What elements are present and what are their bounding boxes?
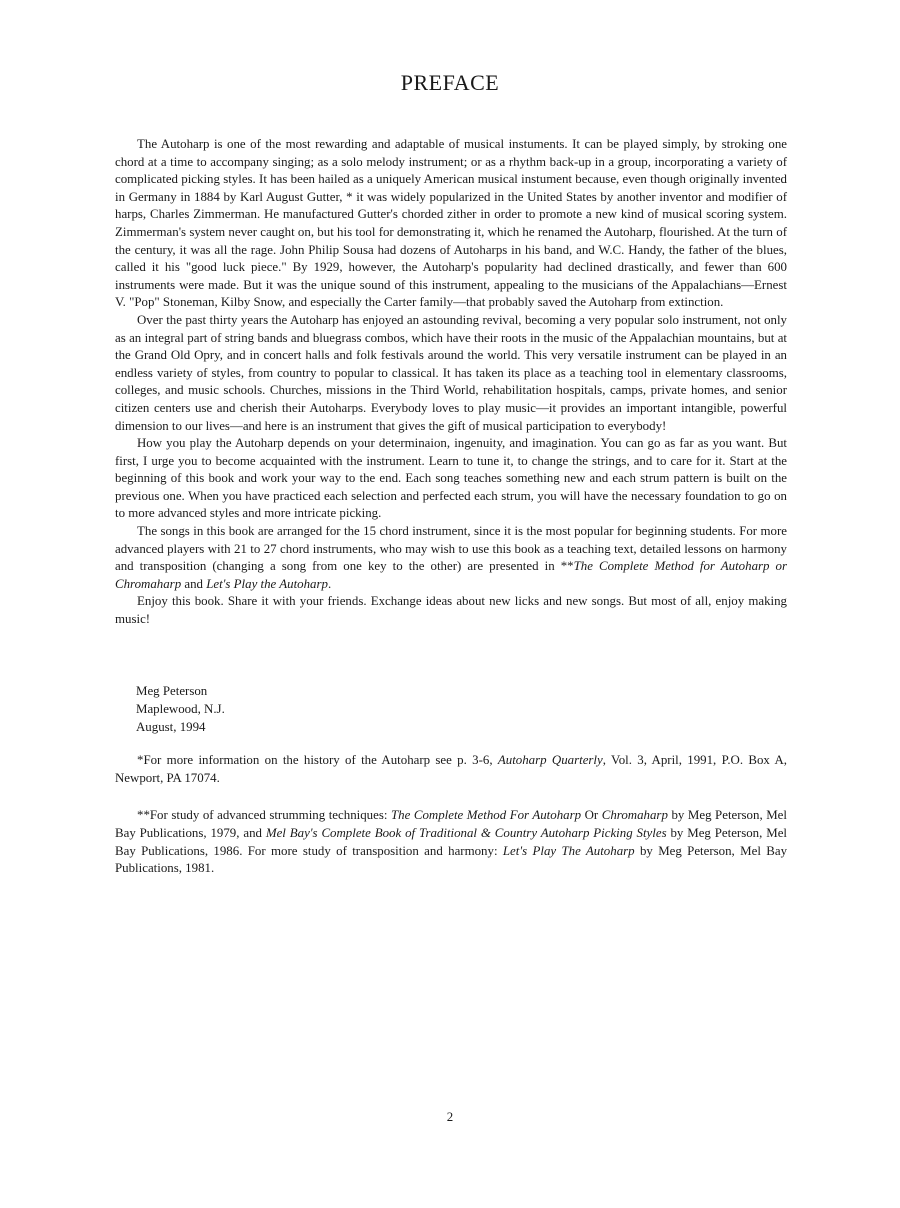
footnote-history [115, 752, 787, 788]
signature-block [136, 683, 225, 736]
footnote-2-title-3: Mel Bay's Complete Book of Traditional & Country Autoharp Picking Styles [265, 825, 667, 840]
footnote-1-before: *For more information on the history of the Autoharp see p. 3-6, [137, 753, 498, 767]
footnote-2-after: by Meg Peterson, Mel Bay Publications, 1981. [115, 843, 788, 876]
paragraph-history: The Autoharp is one of the most rewarding and adaptable of musical instuments. It can be played simply, by stroking one chord at a time to accompany singing; as a solo melody instrument; or as a rhythm back-up in a group, incorporating a variety of complicated picking styles. It has been hailed as a uniquely American musical instument because, even though originally invented in Germany in 1884 by Karl August Gutter, * it was widely popularized in the United States by another inventor and modifier of harps, Charles Zimmerman. He manufactured Gutter's chorded zither in order to promote a new kind of musical scoring system. Zimmerman's system never caught on, but his tool for demonstrating it, which he renamed the Autoharp, flourished. At the turn of the century, it was all the rage. John Philip Sousa had dozens of Autoharps in his band, and W.C. Handy, the father of the blues, called it his "good luck piece." By 1929, however, the Autoharp's popularity had declined drastically, and fewer than 600 instruments were made. But it was the unique sound of this instrument, appealing to the musicians of the Appalachians—Ernest V. "Pop" Stoneman, Kilby Snow, and especially the Carter family—that probably saved the Autoharp from extinction. [115, 137, 787, 310]
signature-place: Maplewood, N.J. [136, 701, 225, 716]
conjunction-text: and [181, 576, 207, 591]
paragraph-songs [115, 523, 787, 593]
footnote-strumming [115, 807, 787, 878]
footnote-2-mid-1: Or [581, 808, 602, 822]
footnote-2-title-4: Let's Play The Autoharp [502, 843, 635, 858]
footnote-2-mid-2: by Meg Peterson, Mel Bay Publications, 1979, and [115, 808, 787, 840]
preface-body [115, 136, 787, 629]
book-title-complete-method: The Complete Method for Autoharp or Chromaharp [115, 559, 787, 591]
paragraph-enjoy: Enjoy this book. Share it with your friends. Exchange ideas about new licks and new songs. But most of all, enjoy making music! [115, 594, 787, 627]
paragraph-how-to-play: How you play the Autoharp depends on your determinaion, ingenuity, and imagination. You can go as far as you want. But first, I urge you to become acquainted with the instrument. Learn to tune it, to change the strings, and to care for it. Start at the beginning of this book and work your way to the end. Each song teaches something new and each strum pattern is built on the previous one. When you have practiced each selection and perfected each strum, you will have the necessary foundation to go on to more advanced styles and more intricate picking. [115, 436, 787, 521]
footnote-2-mid-3: by Meg Peterson, Mel Bay Publications, 1986. For more study of transposition and harmony: [115, 825, 787, 858]
footnote-2-title-1: The Complete Method For Autoharp [390, 808, 582, 822]
paragraph-revival: Over the past thirty years the Autoharp has enjoyed an astounding revival, becoming a very popular solo instrument, not only as an integral part of string bands and bluegrass combos, which have their roots in the music of the Appalachian mountains, but at the Grand Old Opry, and in concert halls and folk festivals around the world. This very versatile instrument can be played in an endless variety of styles, from country to popular to classical. It has taken its place as a teaching tool in elementary classrooms, colleges, and music schools. Churches, missions in the Third World, rehabilitation hospitals, camps, private homes, and senior citizen centers use and cherish their Autoharps. Everybody loves to play music—it provides an important intangible, powerful dimension to our lives—and here is an instrument that gives the gift of musical participation to everybody! [115, 312, 787, 433]
page-title: PREFACE [400, 70, 500, 95]
signature-date: August, 1994 [136, 719, 206, 734]
footnote-1-after: , Vol. 3, April, 1991, P.O. Box A, Newport, PA 17074. [115, 753, 788, 785]
signature-name: Meg Peterson [136, 684, 208, 698]
footnote-1-journal-title: Autoharp Quarterly [497, 753, 603, 767]
footnote-2-before: **For study of advanced strumming techniques: [137, 808, 391, 822]
book-title-lets-play: Let's Play the Autoharp [206, 576, 328, 591]
paragraph-songs-text: The songs in this book are arranged for the 15 chord instrument, since it is the most popular for beginning students. For more advanced players with 21 to 27 chord instruments, who may wish to use this book as a teaching text, detailed lessons on harmony and transposition (changing a song from one key to the other) are presented in ** [115, 524, 787, 574]
footnote-2-title-2: Chromaharp [601, 808, 668, 822]
period-text: . [327, 576, 332, 591]
page-number: 2 [446, 1110, 454, 1124]
